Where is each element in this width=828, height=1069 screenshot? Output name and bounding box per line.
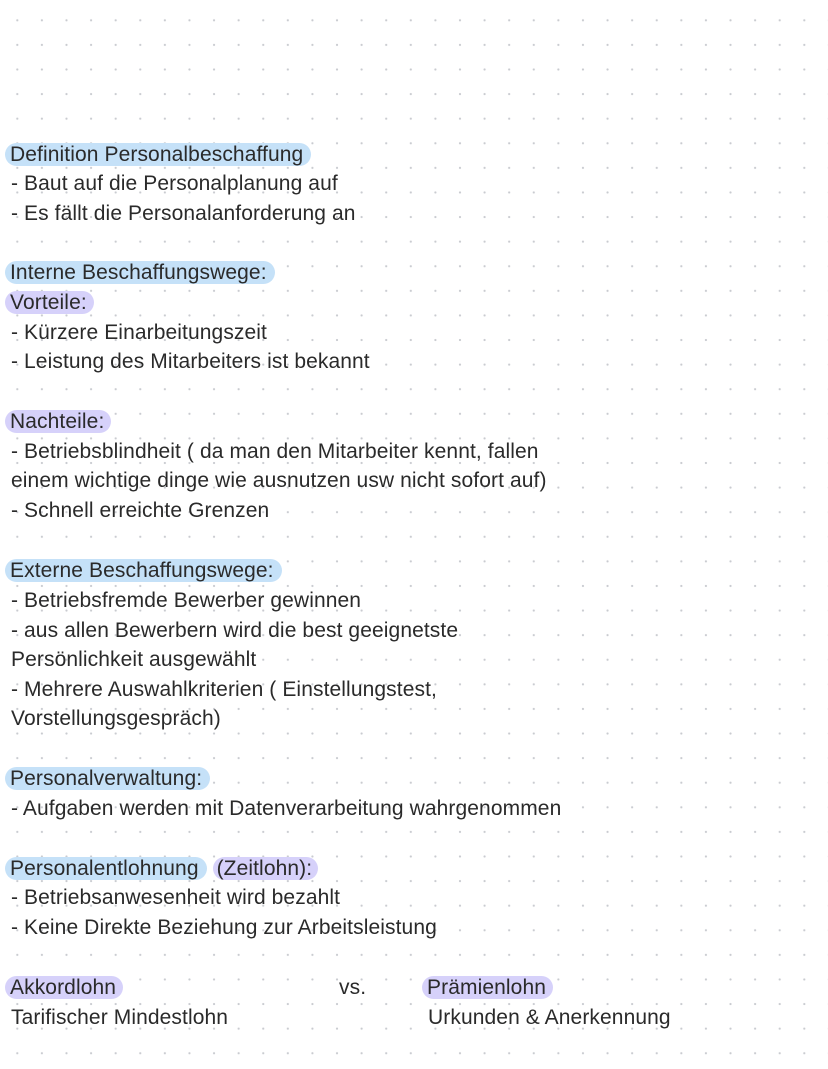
vorteile-heading: Vorteile:: [11, 290, 94, 316]
vorteile-line-1: - Kürzere Einarbeitungszeit: [11, 321, 267, 344]
nachteile-line-1: - Betriebsblindheit ( da man den Mitarbeiter kennt, fallen: [11, 440, 539, 463]
extern-heading: Externe Beschaffungswege:: [11, 558, 282, 584]
vs-label: vs.: [339, 976, 367, 999]
extern-line-4: - Mehrere Auswahlkriterien ( Einstellungstest,: [11, 678, 437, 701]
vorteile-line-2: - Leistung des Mitarbeiters ist bekannt: [11, 350, 370, 373]
entlohnung-heading-extra: (Zeitlohn):: [213, 857, 319, 880]
akkordlohn-text: Tarifischer Mindestlohn: [11, 1006, 229, 1029]
extern-line-5: Vorstellungsgespräch): [11, 707, 221, 730]
entlohnung-line-1: - Betriebsanwesenheit wird bezahlt: [11, 886, 341, 909]
definition-line-2: - Es fällt die Personalanforderung an: [11, 202, 356, 225]
extern-line-1: - Betriebsfremde Bewerber gewinnen: [11, 589, 362, 612]
praemienlohn-text: Urkunden & Anerkennung: [428, 1006, 671, 1029]
extern-line-3: Persönlichkeit ausgewählt: [11, 648, 257, 671]
verwaltung-heading: Personalverwaltung:: [11, 766, 210, 792]
intern-heading: Interne Beschaffungswege:: [11, 260, 275, 286]
nachteile-heading: Nachteile:: [11, 409, 111, 435]
definition-line-1: - Baut auf die Personalplanung auf: [11, 172, 338, 195]
praemienlohn-heading: Prämienlohn: [428, 975, 553, 1001]
verwaltung-line-1: - Aufgaben werden mit Datenverarbeitung wahrgenommen: [11, 797, 562, 820]
nachteile-line-3: - Schnell erreichte Grenzen: [11, 499, 270, 522]
entlohnung-line-2: - Keine Direkte Beziehung zur Arbeitsleistung: [11, 916, 437, 939]
entlohnung-heading: Personalentlohnung (Zeitlohn):: [11, 856, 318, 882]
nachteile-line-2: einem wichtige dinge wie ausnutzen usw nicht sofort auf): [11, 469, 547, 492]
extern-line-2: - aus allen Bewerbern wird die best geeignetste: [11, 619, 459, 642]
definition-heading: Definition Personalbeschaffung: [11, 142, 311, 168]
akkordlohn-heading: Akkordlohn: [11, 975, 123, 1001]
